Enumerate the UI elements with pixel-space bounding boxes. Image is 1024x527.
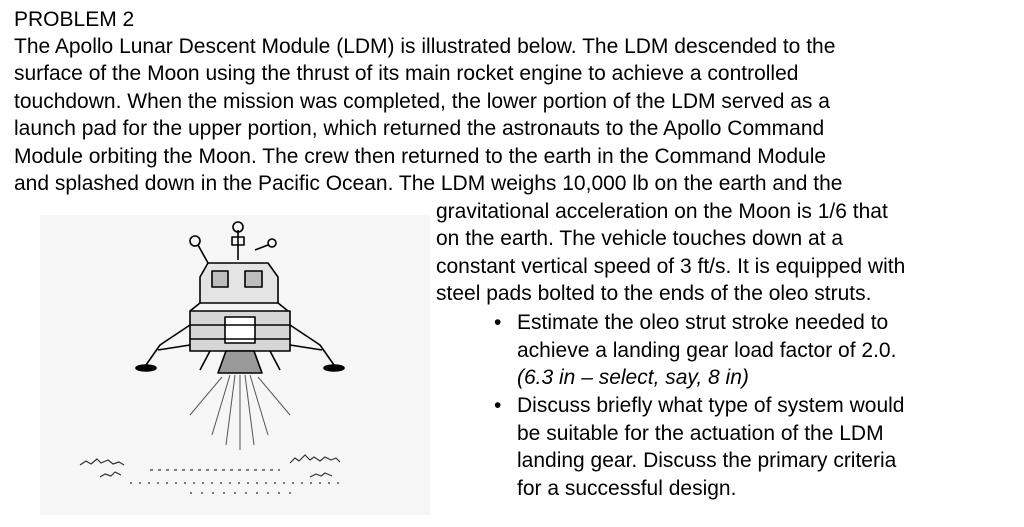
paragraph-line: constant vertical speed of 3 ft/s. It is equipped with	[436, 255, 906, 278]
paragraph-line: and splashed down in the Pacific Ocean. The LDM weighs 10,000 lb on the earth and the	[14, 172, 843, 195]
bullet-line: for a successful design.	[517, 477, 737, 500]
paragraph-line: touchdown. When the mission was completed, the lower portion of the LDM served as a	[14, 90, 830, 113]
paragraph-line: steel pads bolted to the ends of the oleo struts.	[436, 282, 872, 305]
bullet-line: be suitable for the actuation of the LDM	[517, 422, 884, 445]
paragraph-line: on the earth. The vehicle touches down at a	[436, 227, 844, 250]
bullet-marker: •	[494, 311, 502, 334]
paragraph-line: surface of the Moon using the thrust of its main rocket engine to achieve a controlled	[14, 62, 799, 85]
paragraph-line: Module orbiting the Moon. The crew then returned to the earth in the Command Module	[14, 145, 827, 168]
bullet-line: landing gear. Discuss the primary criteria	[517, 449, 897, 472]
bullet-line: Discuss briefly what type of system would	[517, 394, 905, 417]
bullet-answer: (6.3 in – select, say, 8 in)	[517, 366, 749, 389]
paragraph-line: The Apollo Lunar Descent Module (LDM) is illustrated below. The LDM descended to the	[14, 35, 836, 58]
problem-title: PROBLEM 2	[14, 8, 135, 31]
bullet-marker: •	[494, 394, 502, 417]
lunar-module-illustration	[40, 215, 430, 515]
paragraph-line: launch pad for the upper portion, which returned the astronauts to the Apollo Command	[14, 117, 825, 140]
bullet-line: Estimate the oleo strut stroke needed to	[517, 311, 889, 334]
paragraph-line: gravitational acceleration on the Moon is 1/6 that	[436, 200, 888, 223]
bullet-line: achieve a landing gear load factor of 2.0.	[517, 339, 897, 362]
